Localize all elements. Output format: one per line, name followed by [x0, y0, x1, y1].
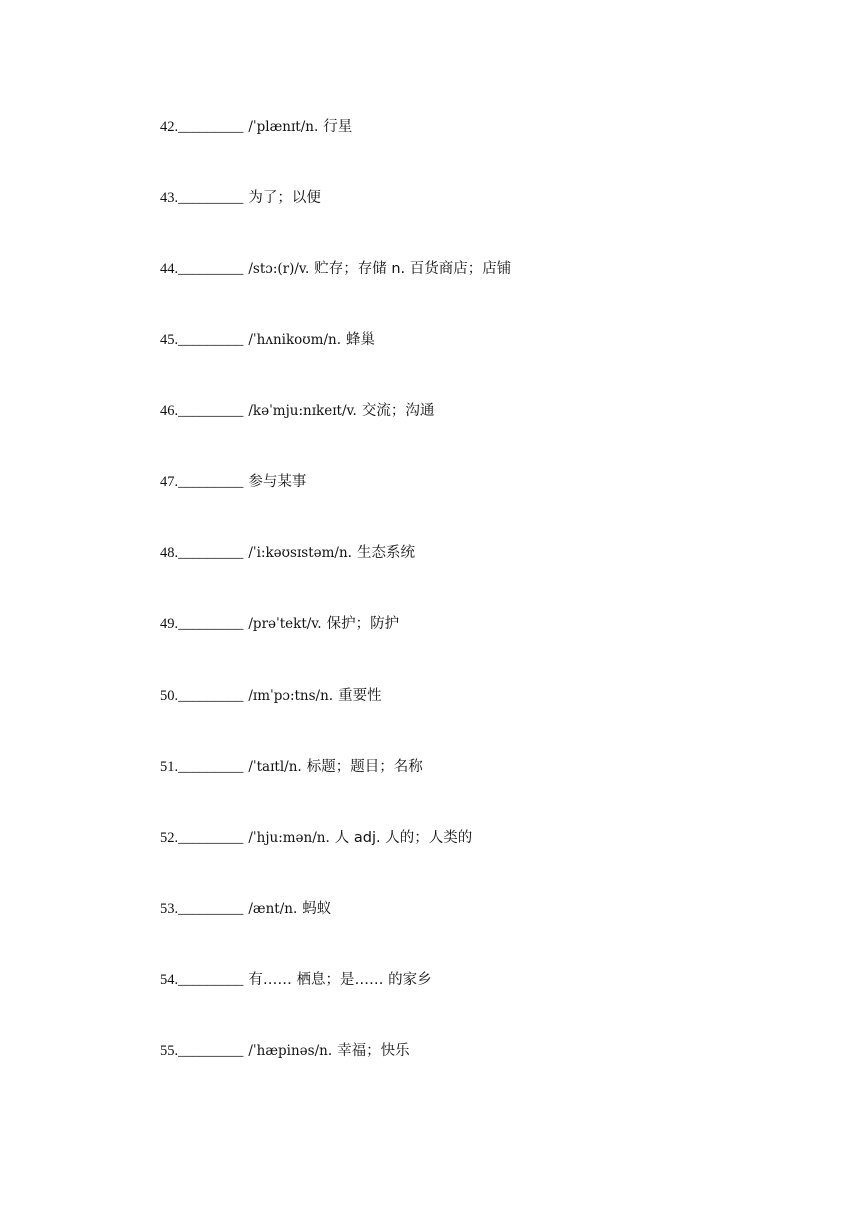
- item-number: 53.: [160, 901, 179, 917]
- item-meaning: 行星: [323, 119, 353, 135]
- item-phonetic: /ɪmˈpɔ:tns/n.: [248, 688, 334, 704]
- item-phonetic: /ˈtaɪtl/n.: [248, 759, 302, 775]
- item-meaning: 人 adj. 人的；人类的: [334, 830, 473, 846]
- answer-blank: _________: [178, 474, 244, 490]
- item-meaning: 标题；题目；名称: [306, 759, 423, 775]
- answer-blank: _________: [178, 901, 244, 917]
- item-meaning: 生态系统: [356, 545, 415, 561]
- answer-blank: _________: [178, 616, 244, 632]
- item-meaning: 有…… 栖息；是…… 的家乡: [248, 972, 432, 988]
- item-number: 49.: [160, 616, 179, 632]
- item-number: 50.: [160, 688, 179, 704]
- item-number: 44.: [160, 261, 179, 277]
- item-phonetic: /kəˈmju:nɪkeɪt/v.: [248, 403, 357, 419]
- item-meaning: 幸福；快乐: [337, 1043, 410, 1059]
- item-number: 47.: [160, 474, 179, 490]
- item-meaning: 参与某事: [248, 474, 307, 490]
- vocab-item: [160, 614, 399, 634]
- item-number: 46.: [160, 403, 179, 419]
- item-meaning: 为了；以便: [248, 190, 321, 206]
- item-meaning: 保护；防护: [326, 616, 400, 632]
- answer-blank: _________: [178, 261, 244, 277]
- item-number: 42.: [160, 119, 179, 135]
- answer-blank: _________: [178, 545, 244, 561]
- item-meaning: 贮存；存储 n. 百货商店；店铺: [314, 261, 512, 277]
- item-number: 54.: [160, 972, 179, 988]
- item-number: 51.: [160, 759, 179, 775]
- answer-blank: _________: [178, 1043, 244, 1059]
- vocab-item: [160, 1041, 410, 1061]
- answer-blank: _________: [178, 332, 244, 348]
- vocab-item: [160, 401, 434, 421]
- item-number: 48.: [160, 545, 179, 561]
- item-meaning: 蜂巢: [345, 332, 375, 348]
- item-number: 52.: [160, 830, 179, 846]
- item-number: 43.: [160, 190, 179, 206]
- item-phonetic: /ænt/n.: [248, 901, 298, 917]
- answer-blank: _________: [178, 830, 244, 846]
- vocab-item: [160, 188, 321, 208]
- item-phonetic: /ˈhju:mən/n.: [248, 830, 330, 846]
- item-phonetic: /ˈi:kəʊsɪstəm/n.: [248, 545, 352, 561]
- vocab-item: [160, 330, 375, 350]
- answer-blank: _________: [178, 759, 244, 775]
- vocab-item: [160, 259, 511, 279]
- vocab-item: [160, 117, 352, 137]
- answer-blank: _________: [178, 403, 244, 419]
- answer-blank: _________: [178, 972, 244, 988]
- vocab-item: [160, 686, 382, 706]
- item-phonetic: /ˈhʌnikoʊm/n.: [248, 332, 341, 348]
- item-phonetic: /stɔ:(r)/v.: [248, 261, 310, 277]
- vocab-item: [160, 543, 415, 563]
- item-phonetic: /ˈplænɪt/n.: [248, 119, 319, 135]
- vocab-item: [160, 757, 423, 777]
- answer-blank: _________: [178, 119, 244, 135]
- item-phonetic: /prəˈtekt/v.: [248, 616, 322, 632]
- answer-blank: _________: [178, 190, 244, 206]
- item-meaning: 交流；沟通: [361, 403, 435, 419]
- item-number: 55.: [160, 1043, 179, 1059]
- vocab-item: [160, 970, 432, 990]
- vocab-item: [160, 899, 331, 919]
- vocab-item: [160, 828, 472, 848]
- item-meaning: 重要性: [338, 688, 382, 704]
- item-meaning: 蚂蚁: [302, 901, 332, 917]
- item-number: 45.: [160, 332, 179, 348]
- item-phonetic: /ˈhæpinəs/n.: [248, 1043, 333, 1059]
- vocab-item: [160, 472, 306, 492]
- answer-blank: _________: [178, 688, 244, 704]
